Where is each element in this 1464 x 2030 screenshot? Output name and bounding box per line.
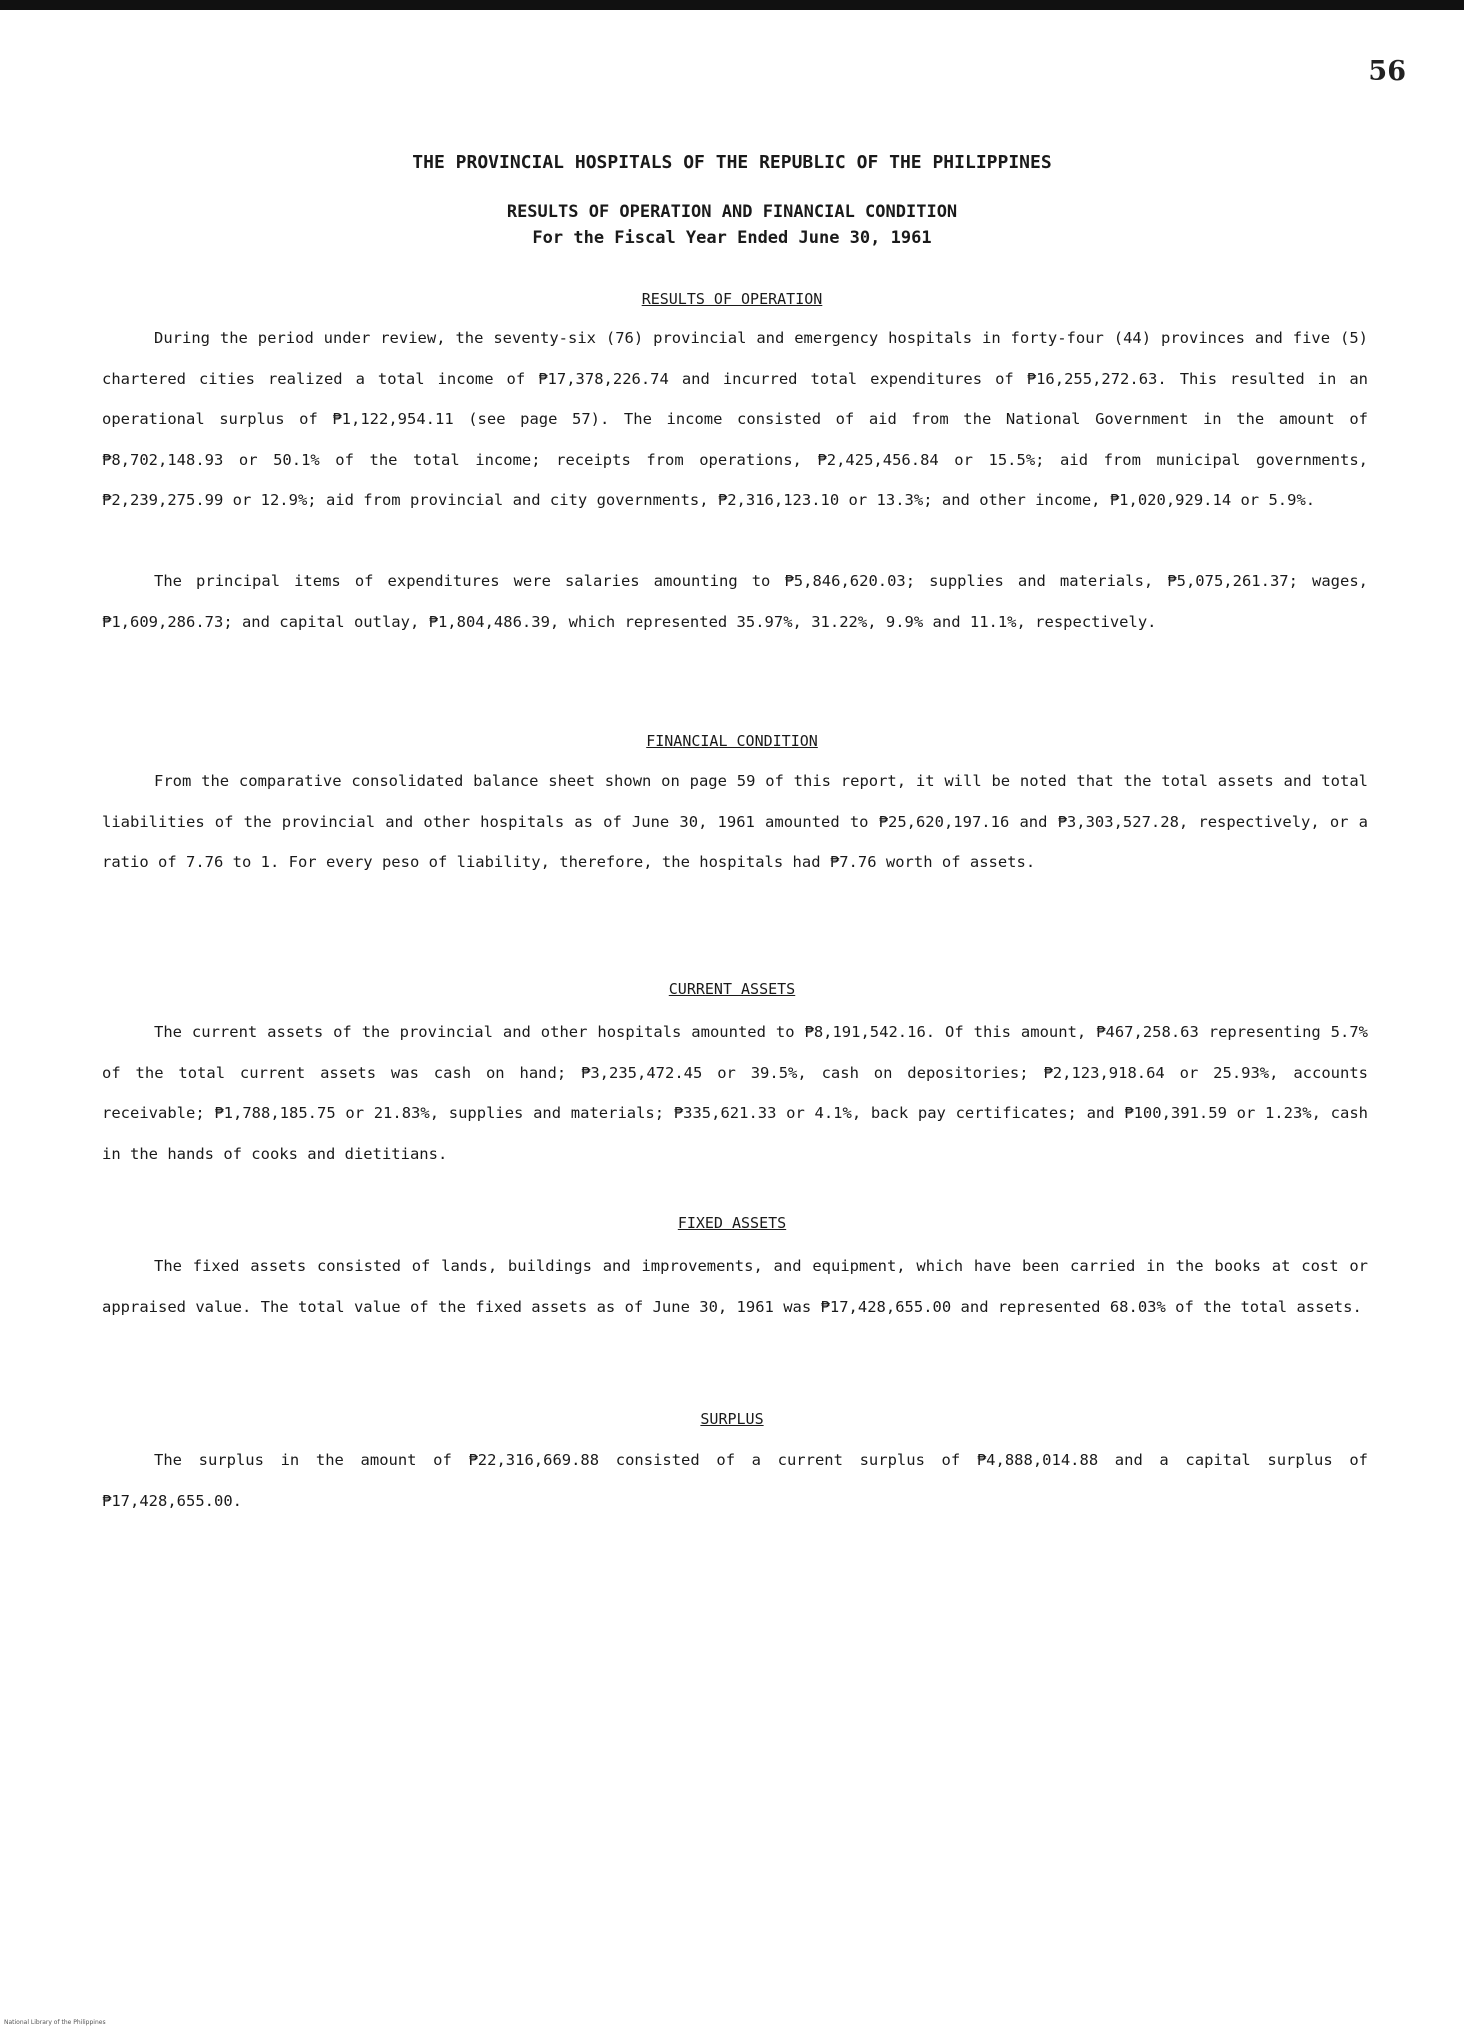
scan-top-edge (0, 0, 1464, 10)
section-heading-fixed-assets: FIXED ASSETS (677, 1214, 787, 1232)
paragraph-results-of-operation-income: During the period under review, the seventy-six (76) provincial and emergency hospitals in forty-four (44) provinces and five (5) chartered cities realized a total income of ₱17,378,226.74 and incurred total expenditures of ₱16,255,272.63. This resulted in an operational surplus of ₱1,122,954.11 (see page 57). The income consisted of aid from the National Government in the amount of ₱8,702,148.93 or 50.1% of the total income; receipts from operations, ₱2,425,456.84 or 15.5%; aid from municipal governments, ₱2,239,275.99 or 12.9%; aid from provincial and city governments, ₱2,316,123.10 or 13.3%; and other income, ₱1,020,929.14 or 5.9%. (102, 329, 1368, 509)
page-number: 56 (1368, 56, 1406, 87)
paragraph-financial-condition: From the comparative consolidated balance sheet shown on page 59 of this report, it will be noted that the total assets and total liabilities of the provincial and other hospitals as of June 30, 1961 amounted to ₱25,620,197.16 and ₱3,303,527.28, respectively, or a ratio of 7.76 to 1. For every peso of liability, therefore, the hospitals had ₱7.76 worth of assets. (102, 772, 1368, 871)
section-heading-current-assets: CURRENT ASSETS (668, 980, 796, 998)
footer-source: National Library of the Philippines (4, 2019, 106, 2026)
document-period: For the Fiscal Year Ended June 30, 1961 (532, 228, 932, 248)
document-title: THE PROVINCIAL HOSPITALS OF THE REPUBLIC OF THE PHILIPPINES (412, 152, 1052, 173)
paragraph-current-assets: The current assets of the provincial and other hospitals amounted to ₱8,191,542.16. Of this amount, ₱467,258.63 representing 5.7% of the total current assets was cash on hand; ₱3,235,472.45 or 39.5%, cash on depositories; ₱2,123,918.64 or 25.93%, accounts receivable; ₱1,788,185.75 or 21.83%, supplies and materials; ₱335,621.33 or 4.1%, back pay certificates; and ₱100,391.59 or 1.23%, cash in the hands of cooks and dietitians. (102, 1023, 1368, 1163)
document-subtitle: RESULTS OF OPERATION AND FINANCIAL CONDITION (506, 202, 958, 222)
section-heading-surplus: SURPLUS (700, 1410, 764, 1428)
section-heading-results-of-operation: RESULTS OF OPERATION (641, 290, 823, 308)
paragraph-fixed-assets: The fixed assets consisted of lands, buildings and improvements, and equipment, which have been carried in the books at cost or appraised value. The total value of the fixed assets as of June 30, 1961 was ₱17,428,655.00 and represented 68.03% of the total assets. (102, 1257, 1368, 1316)
paragraph-results-of-operation-expenditures: The principal items of expenditures were salaries amounting to ₱5,846,620.03; supplies and materials, ₱5,075,261.37; wages, ₱1,609,286.73; and capital outlay, ₱1,804,486.39, which represented 35.97%, 31.22%, 9.9% and 11.1%, respectively. (102, 572, 1368, 631)
paragraph-surplus: The surplus in the amount of ₱22,316,669.88 consisted of a current surplus of ₱4,888,014.88 and a capital surplus of ₱17,428,655.00. (102, 1451, 1368, 1510)
section-heading-financial-condition: FINANCIAL CONDITION (646, 732, 818, 750)
